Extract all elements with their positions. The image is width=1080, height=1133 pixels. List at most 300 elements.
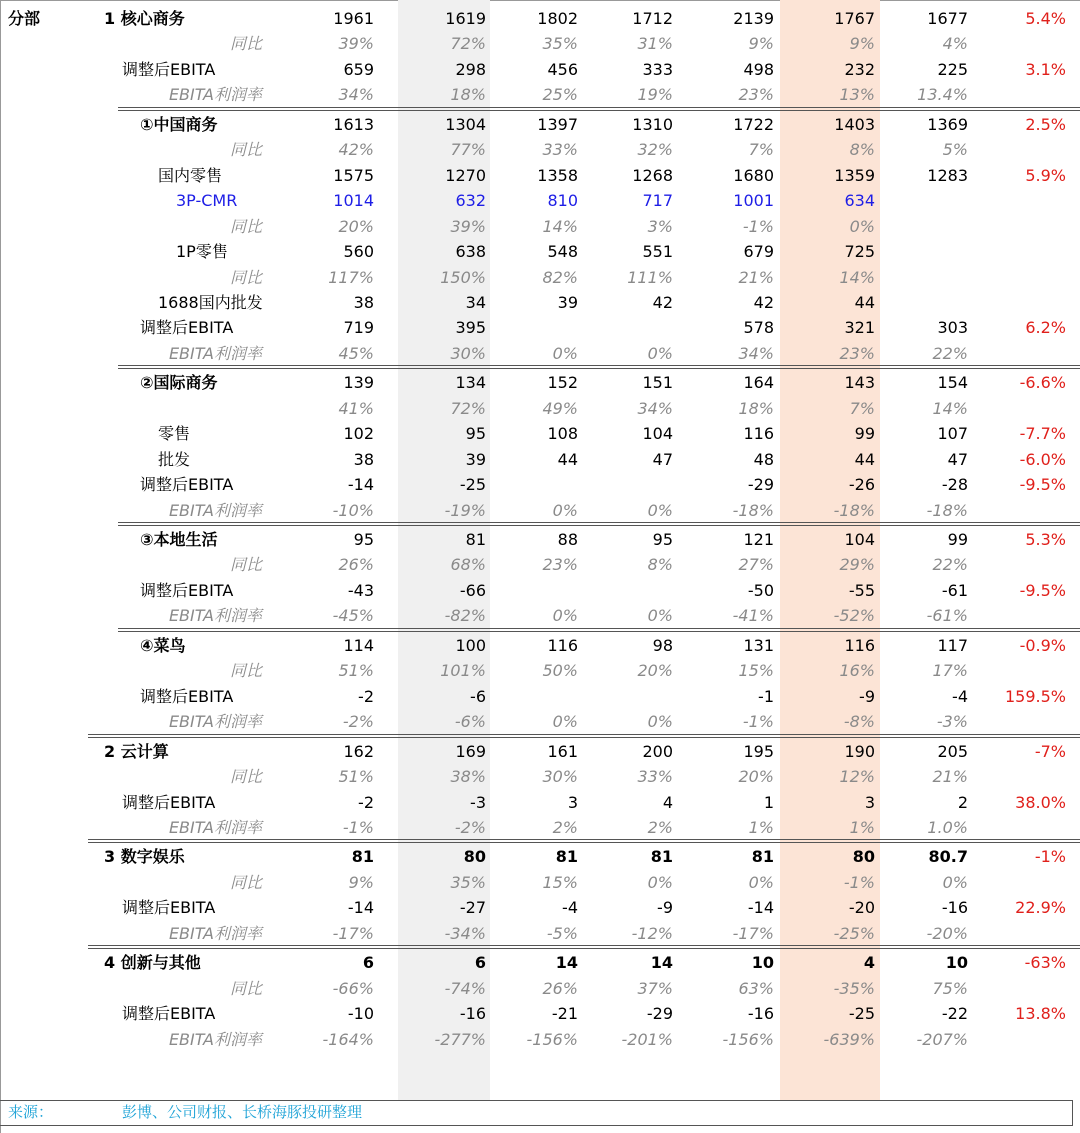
- table-cell: 205: [937, 741, 968, 761]
- table-cell: -21: [551, 1004, 578, 1024]
- table-cell: 101%: [440, 661, 486, 681]
- table-cell: 15%: [542, 872, 578, 892]
- table-cell: -207%: [916, 1029, 968, 1049]
- table-cell: 22%: [932, 555, 968, 575]
- table-cell: -29: [646, 1004, 673, 1024]
- row-label: ③本地生活: [140, 530, 218, 549]
- table-row: [0, 578, 1080, 603]
- table-cell: 34%: [637, 398, 673, 418]
- change-cell: [976, 341, 1066, 366]
- table-cell: 1619: [445, 9, 486, 28]
- table-cell: 116: [547, 635, 578, 655]
- table-cell: -18%: [926, 500, 968, 520]
- table-cell: 30%: [450, 343, 486, 363]
- row-label: ④菜鸟: [140, 635, 186, 655]
- change-cell: [976, 870, 1066, 895]
- change-cell: -63%: [1024, 953, 1066, 973]
- table-cell: -66%: [332, 978, 374, 998]
- table-cell: 0%: [552, 606, 578, 626]
- table-cell: 1%: [748, 817, 774, 837]
- table-row: [0, 870, 1080, 895]
- table-cell: 38: [353, 449, 374, 469]
- table-cell: 232: [844, 59, 875, 79]
- table-cell: 14%: [542, 216, 578, 236]
- table-cell: 34%: [738, 343, 774, 363]
- table-cell: 44: [854, 449, 875, 469]
- table-row: [0, 82, 1080, 107]
- table-row: [0, 739, 1080, 764]
- change-cell: [976, 764, 1066, 789]
- table-cell: 2%: [552, 817, 578, 837]
- table-cell: 51%: [338, 767, 374, 787]
- table-cell: 88: [557, 530, 578, 549]
- table-cell: 15%: [738, 661, 774, 681]
- table-cell: 26%: [542, 978, 578, 998]
- table-cell: -74%: [444, 978, 486, 998]
- table-cell: [878, 214, 968, 239]
- table-cell: 35%: [542, 34, 578, 54]
- table-cell: 108: [547, 424, 578, 444]
- row-label: 1 核心商务: [104, 9, 185, 28]
- row-label: 同比: [229, 555, 262, 575]
- table-cell: 41%: [338, 398, 374, 418]
- table-cell: 95: [353, 530, 374, 549]
- table-cell: -156%: [526, 1029, 578, 1049]
- table-cell: 1268: [632, 165, 673, 185]
- table-cell: -19%: [444, 500, 486, 520]
- table-cell: -17%: [732, 923, 774, 943]
- row-label: 同比: [229, 34, 262, 54]
- table-cell: 0%: [647, 872, 673, 892]
- table-cell: -41%: [732, 606, 774, 626]
- table-cell: -82%: [444, 606, 486, 626]
- table-row: [0, 315, 1080, 340]
- table-cell: 2139: [733, 9, 774, 28]
- section-divider: [118, 628, 1080, 632]
- table-cell: -45%: [332, 606, 374, 626]
- table-cell: 100: [455, 635, 486, 655]
- table-cell: 51%: [338, 661, 374, 681]
- table-cell: -2: [358, 792, 374, 812]
- table-cell: -1%: [843, 872, 875, 892]
- row-label: ①中国商务: [140, 114, 218, 134]
- change-cell: [976, 552, 1066, 577]
- table-cell: -2: [358, 686, 374, 706]
- table-cell: 38: [353, 292, 374, 312]
- change-cell: [976, 239, 1066, 264]
- change-cell: -6.0%: [1019, 449, 1066, 469]
- table-cell: 21%: [738, 267, 774, 287]
- table-cell: 77%: [450, 140, 486, 160]
- table-row: [0, 137, 1080, 162]
- table-cell: 26%: [338, 555, 374, 575]
- table-cell: 98: [652, 635, 673, 655]
- table-cell: [878, 188, 968, 213]
- table-row: [0, 815, 1080, 840]
- row-label: [140, 396, 262, 421]
- table-cell: -639%: [823, 1029, 875, 1049]
- table-row: [0, 895, 1080, 920]
- table-cell: 1359: [834, 165, 875, 185]
- table-cell: 104: [642, 424, 673, 444]
- table-cell: -3%: [936, 712, 968, 732]
- change-cell: -7%: [1034, 741, 1066, 761]
- table-cell: -52%: [833, 606, 875, 626]
- table-cell: 95: [465, 424, 486, 444]
- source-label: 来源：: [8, 1103, 54, 1121]
- table-cell: 298: [455, 59, 486, 79]
- table-cell: -4: [952, 686, 968, 706]
- table-cell: 7%: [849, 398, 875, 418]
- table-cell: 0%: [552, 500, 578, 520]
- table-cell: -9: [657, 898, 673, 918]
- table-cell: -1: [758, 686, 774, 706]
- table-cell: -25: [459, 475, 486, 495]
- table-cell: 117%: [328, 267, 374, 287]
- table-cell: 1001: [733, 191, 774, 211]
- row-label: 2 云计算: [104, 741, 169, 761]
- table-cell: 111%: [627, 267, 673, 287]
- table-cell: 139: [343, 373, 374, 393]
- table-cell: 42%: [338, 140, 374, 160]
- table-row: [0, 421, 1080, 446]
- table-cell: 80: [852, 847, 875, 867]
- table-cell: 17%: [932, 661, 968, 681]
- table-cell: 1: [763, 792, 774, 812]
- table-cell: -16: [747, 1004, 774, 1024]
- row-label: 零售: [158, 424, 191, 444]
- table-cell: 116: [844, 635, 875, 655]
- table-cell: 0%: [647, 606, 673, 626]
- table-row: [0, 976, 1080, 1001]
- table-cell: 1613: [333, 114, 374, 134]
- row-label: 4 创新与其他: [104, 953, 201, 973]
- table-cell: 1%: [849, 817, 875, 837]
- table-cell: 81: [650, 847, 673, 867]
- table-row: [0, 658, 1080, 683]
- table-cell: -16: [941, 898, 968, 918]
- table-cell: 551: [642, 242, 673, 262]
- change-cell: [976, 31, 1066, 56]
- table-cell: 42: [753, 292, 774, 312]
- table-cell: 39%: [450, 216, 486, 236]
- table-row: [0, 790, 1080, 815]
- change-cell: 5.3%: [1025, 530, 1066, 549]
- table-cell: -61%: [926, 606, 968, 626]
- table-cell: 131: [743, 635, 774, 655]
- table-row: [0, 163, 1080, 188]
- table-cell: [878, 239, 968, 264]
- table-row: [0, 633, 1080, 658]
- table-cell: 39%: [338, 34, 374, 54]
- table-row: [0, 57, 1080, 82]
- table-cell: 27%: [738, 555, 774, 575]
- table-row: [0, 527, 1080, 552]
- change-cell: 5.4%: [1025, 9, 1066, 28]
- table-cell: 39: [465, 449, 486, 469]
- table-cell: 6: [362, 953, 374, 973]
- table-cell: 1.0%: [927, 817, 968, 837]
- section-divider: [118, 522, 1080, 526]
- change-cell: -6.6%: [1019, 373, 1066, 393]
- table-cell: -20: [848, 898, 875, 918]
- section-divider: [88, 945, 1080, 949]
- change-cell: [976, 603, 1066, 628]
- segment-header: 分部: [8, 9, 41, 28]
- table-cell: 0%: [748, 872, 774, 892]
- table-cell: 1304: [445, 114, 486, 134]
- table-cell: 4: [662, 792, 673, 812]
- table-cell: 303: [937, 318, 968, 338]
- table-cell: 16%: [839, 661, 875, 681]
- table-cell: 1369: [927, 114, 968, 134]
- table-cell: 18%: [450, 85, 486, 105]
- table-cell: 30%: [542, 767, 578, 787]
- row-label: 调整后EBITA: [140, 580, 234, 600]
- table-cell: 34%: [338, 85, 374, 105]
- change-cell: 159.5%: [1004, 686, 1066, 706]
- change-cell: 38.0%: [1015, 792, 1066, 812]
- table-cell: -34%: [444, 923, 486, 943]
- change-cell: 13.8%: [1015, 1004, 1066, 1024]
- table-cell: 321: [844, 318, 875, 338]
- change-cell: [976, 1027, 1066, 1052]
- table-cell: 34: [465, 292, 486, 312]
- table-cell: 72%: [450, 34, 486, 54]
- table-cell: -61: [941, 580, 968, 600]
- table-cell: 20%: [338, 216, 374, 236]
- row-label: EBITA利润率: [168, 923, 262, 943]
- table-cell: -25%: [833, 923, 875, 943]
- table-cell: 5%: [942, 140, 968, 160]
- table-row: [0, 188, 1080, 213]
- table-row: [0, 370, 1080, 395]
- table-row: [0, 214, 1080, 239]
- table-cell: 99: [947, 530, 968, 549]
- table-cell: -12%: [631, 923, 673, 943]
- table-cell: 719: [343, 318, 374, 338]
- table-cell: [488, 472, 578, 497]
- table-cell: -6%: [454, 712, 486, 732]
- change-cell: [976, 214, 1066, 239]
- table-cell: 456: [547, 59, 578, 79]
- table-cell: 1575: [333, 165, 374, 185]
- table-cell: -14: [747, 898, 774, 918]
- table-cell: 154: [937, 373, 968, 393]
- table-cell: -9: [859, 686, 875, 706]
- row-label: 1P零售: [176, 242, 228, 262]
- table-cell: 20%: [637, 661, 673, 681]
- table-cell: 116: [743, 424, 774, 444]
- row-label: EBITA利润率: [168, 500, 262, 520]
- row-label: EBITA利润率: [168, 1029, 262, 1049]
- row-label: 1688国内批发: [158, 292, 263, 312]
- table-cell: 3: [567, 792, 578, 812]
- row-label: EBITA利润率: [168, 85, 262, 105]
- row-label: 3P-CMR: [176, 191, 238, 211]
- table-cell: 4: [863, 953, 875, 973]
- table-cell: 81: [351, 847, 374, 867]
- table-row: [0, 603, 1080, 628]
- row-label: 调整后EBITA: [122, 59, 216, 79]
- table-cell: 0%: [552, 712, 578, 732]
- table-cell: -43: [347, 580, 374, 600]
- table-cell: 63%: [738, 978, 774, 998]
- table-cell: 632: [455, 191, 486, 211]
- table-cell: -18%: [732, 500, 774, 520]
- table-cell: 22%: [932, 343, 968, 363]
- table-cell: 810: [547, 191, 578, 211]
- table-cell: [583, 472, 673, 497]
- table-cell: -14: [347, 898, 374, 918]
- table-cell: 578: [743, 318, 774, 338]
- table-cell: 1677: [927, 9, 968, 28]
- table-cell: 143: [844, 373, 875, 393]
- table-cell: 1397: [537, 114, 578, 134]
- table-cell: -55: [848, 580, 875, 600]
- change-cell: 3.1%: [1025, 59, 1066, 79]
- top-border: [0, 0, 1080, 1]
- table-cell: 49%: [542, 398, 578, 418]
- table-cell: -26: [848, 475, 875, 495]
- table-row: [0, 265, 1080, 290]
- table-cell: -66: [459, 580, 486, 600]
- table-cell: -35%: [833, 978, 875, 998]
- table-cell: 72%: [450, 398, 486, 418]
- table-cell: 1283: [927, 165, 968, 185]
- table-cell: -25: [848, 1004, 875, 1024]
- table-cell: 161: [547, 741, 578, 761]
- row-label: 调整后EBITA: [122, 898, 216, 918]
- change-cell: [976, 396, 1066, 421]
- table-cell: 8%: [647, 555, 673, 575]
- table-cell: 38%: [450, 767, 486, 787]
- table-cell: 0%: [942, 872, 968, 892]
- source-text: 彭博、公司财报、长桥海豚投研整理: [122, 1103, 363, 1121]
- table-row: [0, 239, 1080, 264]
- table-row: [0, 921, 1080, 946]
- change-cell: -7.7%: [1019, 424, 1066, 444]
- table-cell: 19%: [637, 85, 673, 105]
- table-cell: 1310: [632, 114, 673, 134]
- table-row: [0, 950, 1080, 975]
- source-footer: [0, 1100, 1073, 1126]
- table-row: [0, 1001, 1080, 1026]
- table-cell: 9%: [849, 34, 875, 54]
- table-cell: 35%: [450, 872, 486, 892]
- table-cell: [878, 265, 968, 290]
- table-cell: -201%: [621, 1029, 673, 1049]
- table-cell: -6: [470, 686, 486, 706]
- table-cell: -8%: [843, 712, 875, 732]
- table-row: [0, 1027, 1080, 1052]
- table-cell: 3%: [647, 216, 673, 236]
- table-cell: -164%: [322, 1029, 374, 1049]
- section-divider: [88, 839, 1080, 843]
- change-cell: -9.5%: [1019, 475, 1066, 495]
- table-cell: -14: [347, 475, 374, 495]
- table-cell: 333: [642, 59, 673, 79]
- row-label: 3 数字娱乐: [104, 847, 185, 867]
- change-cell: [976, 658, 1066, 683]
- row-label: ②国际商务: [140, 373, 218, 393]
- row-label: 同比: [229, 267, 262, 287]
- change-cell: -1%: [1034, 847, 1066, 867]
- table-cell: 634: [844, 191, 875, 211]
- change-cell: [976, 498, 1066, 523]
- table-cell: 47: [652, 449, 673, 469]
- table-cell: 14: [555, 953, 578, 973]
- row-label: 调整后EBITA: [122, 792, 216, 812]
- table-cell: 75%: [932, 978, 968, 998]
- table-cell: 0%: [647, 343, 673, 363]
- change-cell: -9.5%: [1019, 580, 1066, 600]
- table-cell: [583, 315, 673, 340]
- table-cell: 21%: [932, 767, 968, 787]
- table-cell: [488, 684, 578, 709]
- table-cell: 39: [557, 292, 578, 312]
- table-cell: -27: [459, 898, 486, 918]
- table-cell: 82%: [542, 267, 578, 287]
- table-cell: 0%: [647, 500, 673, 520]
- table-cell: 107: [937, 424, 968, 444]
- table-cell: 68%: [450, 555, 486, 575]
- change-cell: [976, 976, 1066, 1001]
- row-label: 同比: [229, 872, 262, 892]
- table-row: [0, 112, 1080, 137]
- table-cell: 190: [844, 741, 875, 761]
- table-cell: -2%: [454, 817, 486, 837]
- change-cell: [976, 921, 1066, 946]
- row-label: EBITA利润率: [168, 712, 262, 732]
- change-cell: -0.9%: [1019, 635, 1066, 655]
- table-cell: 14%: [839, 267, 875, 287]
- row-label: 同比: [229, 767, 262, 787]
- table-cell: 81: [555, 847, 578, 867]
- table-cell: 0%: [647, 712, 673, 732]
- table-row: [0, 764, 1080, 789]
- table-cell: -50: [747, 580, 774, 600]
- table-cell: 33%: [542, 140, 578, 160]
- row-label: EBITA利润率: [168, 343, 262, 363]
- table-cell: 1358: [537, 165, 578, 185]
- change-cell: [976, 137, 1066, 162]
- change-cell: 22.9%: [1015, 898, 1066, 918]
- table-cell: 23%: [839, 343, 875, 363]
- table-cell: 25%: [542, 85, 578, 105]
- table-cell: 32%: [637, 140, 673, 160]
- table-cell: 33%: [637, 767, 673, 787]
- row-label: 调整后EBITA: [140, 318, 234, 338]
- table-cell: -10: [347, 1004, 374, 1024]
- table-row: [0, 552, 1080, 577]
- row-label: 同比: [229, 661, 262, 681]
- table-cell: 1712: [632, 9, 673, 28]
- table-cell: -277%: [434, 1029, 486, 1049]
- table-cell: 42: [652, 292, 673, 312]
- table-cell: 1403: [834, 114, 875, 134]
- table-cell: 80.7: [928, 847, 968, 867]
- table-cell: 498: [743, 59, 774, 79]
- table-cell: [488, 578, 578, 603]
- table-cell: -1%: [742, 216, 774, 236]
- table-cell: -17%: [332, 923, 374, 943]
- table-cell: 679: [743, 242, 774, 262]
- table-row: [0, 844, 1080, 869]
- row-label: 调整后EBITA: [140, 686, 234, 706]
- table-cell: -18%: [833, 500, 875, 520]
- table-cell: 395: [455, 318, 486, 338]
